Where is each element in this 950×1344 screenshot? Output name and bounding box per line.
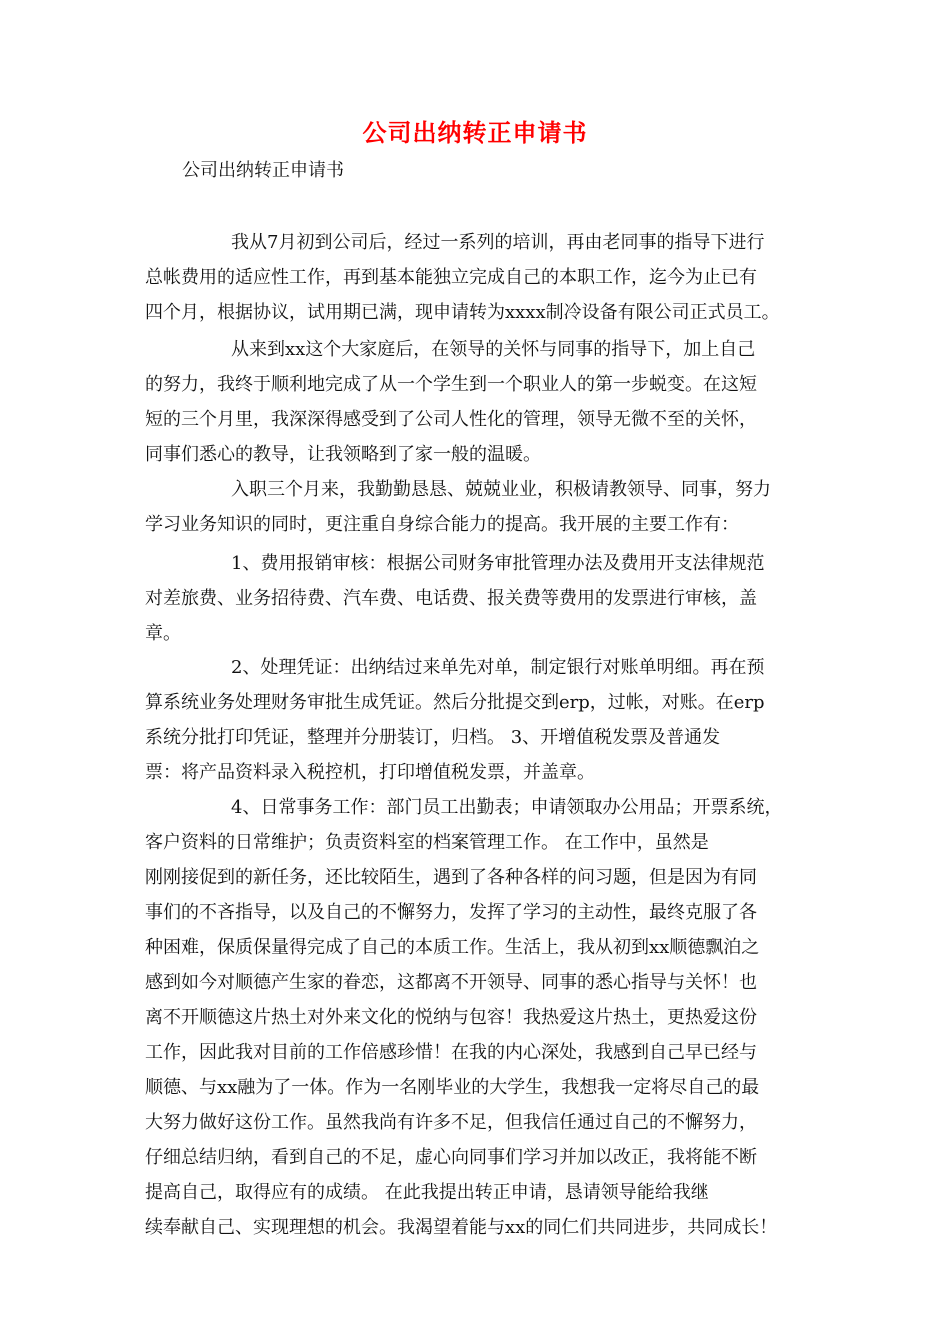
- paragraph-line: 票：将产品资料录入税控机，打印增值税发票，并盖章。: [145, 762, 595, 783]
- paragraph-2: [145, 332, 835, 472]
- paragraph-line: 离不开顺德这片热土对外来文化的悦纳与包容！我热爱这片热土，更热爱这份: [145, 1007, 757, 1028]
- paragraph-line: 工作，因此我对目前的工作倍感珍惜！在我的内心深处，我感到自己早已经与: [145, 1042, 757, 1063]
- paragraph-line: 的努力，我终于顺利地完成了从一个学生到一个职业人的第一步蜕变。在这短: [145, 374, 757, 395]
- document-subtitle: 公司出纳转正申请书: [182, 160, 344, 181]
- paragraph-1: [145, 225, 835, 330]
- paragraph-line: 2、处理凭证：出纳结过来单先对单，制定银行对账单明细。再在预: [231, 657, 765, 678]
- paragraph-line: 系统分批打印凭证，整理并分册装订，归档。 3、开增值税发票及普通发: [145, 727, 721, 748]
- paragraph-3: [145, 472, 835, 542]
- paragraph-line: 大努力做好这份工作。虽然我尚有许多不足，但我信任通过自己的不懈努力，: [145, 1112, 757, 1133]
- paragraph-line: 章。: [145, 623, 181, 644]
- paragraph-line: 4、日常事务工作：部门员工出勤表；申请领取办公用品；开票系统，: [231, 797, 783, 818]
- paragraph-line: 四个月，根据协议，试用期已满，现申请转为xxxx制冷设备有限公司正式员工。: [145, 302, 780, 323]
- paragraph-line: 算系统业务处理财务审批生成凭证。然后分批提交到erp，过帐，对账。在erp: [145, 692, 765, 713]
- paragraph-line: 刚刚接促到的新任务，还比较陌生，遇到了各种各样的问习题，但是因为有同: [145, 867, 757, 888]
- paragraph-line: 感到如今对顺德产生家的眷恋，这都离不开领导、同事的悉心指导与关怀！也: [145, 972, 757, 993]
- paragraph-line: 事们的不吝指导，以及自己的不懈努力，发挥了学习的主动性，最终克服了各: [145, 902, 757, 923]
- paragraph-line: 从来到xx这个大家庭后，在领导的关怀与同事的指导下，加上自己: [231, 339, 756, 360]
- paragraph-line: 短的三个月里，我深深得感受到了公司人性化的管理，领导无微不至的关怀，: [145, 409, 757, 430]
- paragraph-line: 提高自己，取得应有的成绩。 在此我提出转正申请，恳请领导能给我继: [145, 1182, 709, 1203]
- paragraph-line: 总帐费用的适应性工作，再到基本能独立完成自己的本职工作，迄今为止已有: [145, 267, 757, 288]
- document-title: 公司出纳转正申请书: [362, 119, 588, 147]
- paragraph-5: [145, 650, 835, 790]
- paragraph-line: 同事们悉心的教导，让我领略到了家一般的温暖。: [145, 444, 541, 465]
- paragraph-line: 客户资料的日常维护；负责资料室的档案管理工作。 在工作中，虽然是: [145, 832, 709, 853]
- paragraph-4: [145, 546, 835, 651]
- paragraph-line: 我从7月初到公司后，经过一系列的培训，再由老同事的指导下进行: [231, 232, 765, 253]
- paragraph-line: 对差旅费、业务招待费、汽车费、电话费、报关费等费用的发票进行审核，盖: [145, 588, 757, 609]
- paragraph-line: 1、费用报销审核：根据公司财务审批管理办法及费用开支法律规范: [231, 553, 765, 574]
- paragraph-line: 仔细总结归纳，看到自己的不足，虚心向同事们学习并加以改正，我将能不断: [145, 1147, 757, 1168]
- paragraph-line: 续奉献自己、实现理想的机会。我渴望着能与xx的同仁们共同进步，共同成长！: [145, 1217, 778, 1238]
- paragraph-line: 入职三个月来，我勤勤恳恳、兢兢业业，积极请教领导、同事，努力: [231, 479, 771, 500]
- paragraph-6: [145, 790, 835, 1245]
- paragraph-line: 顺德、与xx融为了一体。作为一名刚毕业的大学生，我想我一定将尽自己的最: [145, 1077, 760, 1098]
- paragraph-line: 学习业务知识的同时，更注重自身综合能力的提高。我开展的主要工作有：: [145, 514, 739, 535]
- paragraph-line: 种困难，保质保量得完成了自己的本质工作。生活上，我从初到xx顺德飘泊之: [145, 937, 760, 958]
